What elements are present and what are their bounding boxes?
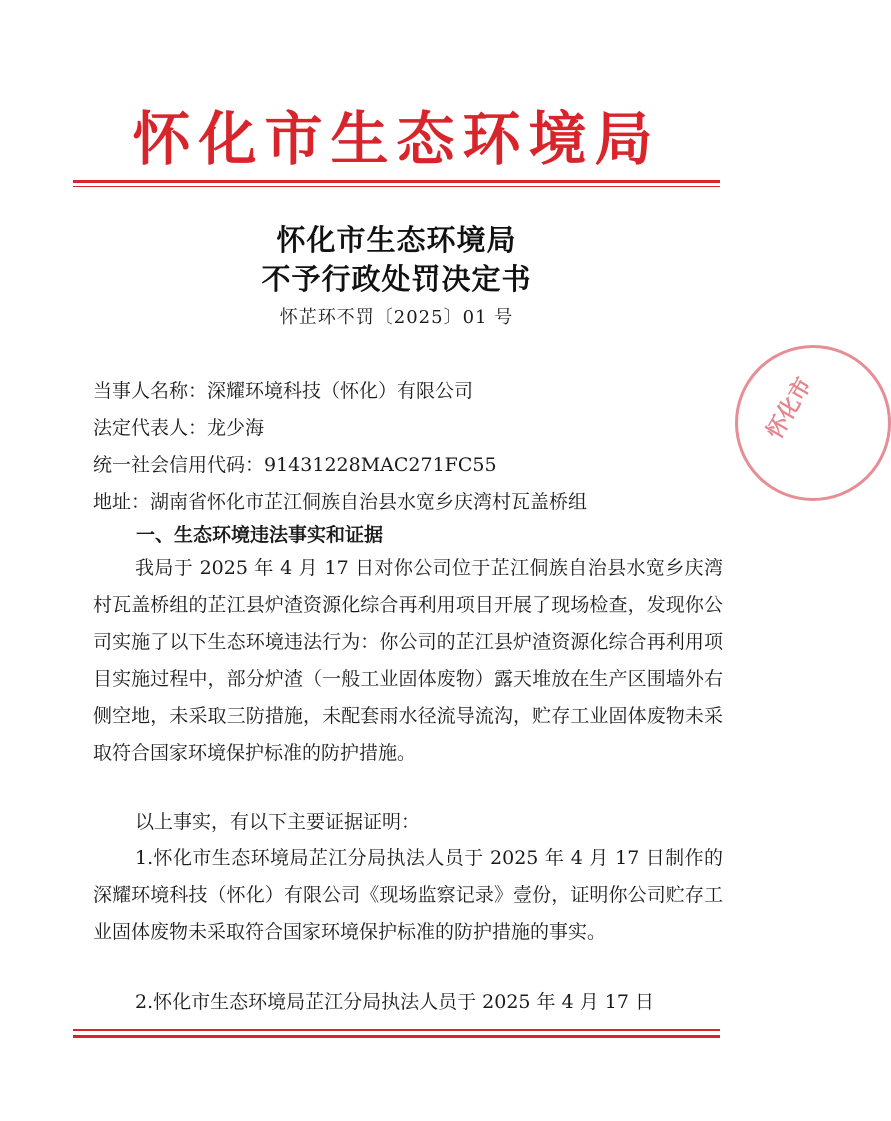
- evidence-item-1: 1.怀化市生态环境局芷江分局执法人员于 2025 年 4 月 17 日制作的深耀环境科技（怀化）有限公司《现场监察记录》壹份，证明你公司贮存工业固体废物未采取符合国家环境保护标准的防护措施的事实。: [93, 847, 723, 943]
- header-rule-thick: [73, 180, 720, 183]
- footer-rule-thin: [73, 1029, 720, 1031]
- evidence-intro-paragraph: 以上事实，有以下主要证据证明：: [135, 811, 421, 833]
- footer-rule-thick: [73, 1035, 720, 1038]
- evidence-item-2: 2.怀化市生态环境局芷江分局执法人员于 2025 年 4 月 17 日: [135, 991, 654, 1013]
- section-heading: 一、生态环境违法事实和证据: [136, 524, 384, 546]
- legal-representative: 法定代表人：龙少海: [93, 417, 265, 439]
- party-address: 地址：湖南省怀化市芷江侗族自治县水宽乡庆湾村瓦盖桥组: [93, 491, 588, 513]
- document-title-line1: 怀化市生态环境局: [276, 223, 517, 257]
- official-seal-stamp: [735, 345, 891, 501]
- masthead-org-name: 怀化市生态环境局: [132, 105, 661, 173]
- seal-text: 怀化市: [761, 373, 818, 444]
- document-number: 怀芷环不罚〔2025〕01 号: [279, 307, 514, 328]
- violation-facts-paragraph: 我局于 2025 年 4 月 17 日对你公司位于芷江侗族自治县水宽乡庆湾村瓦盖桥组的芷江县炉渣资源化综合再利用项目开展了现场检查，发现你公司实施了以下生态环境违法行为：你公司的芷江县炉渣资源化综合再利用项目实施过程中，部分炉渣（一般工业固体废物）露天堆放在生产区围墙外右侧空地，未采取三防措施，未配套雨水径流导流沟，贮存工业固体废物未采取符合国家环境保护标准的防护措施。: [93, 557, 723, 764]
- party-name: 当事人名称：深耀环境科技（怀化）有限公司: [93, 380, 474, 402]
- credit-code: 统一社会信用代码：91431228MAC271FC55: [93, 454, 497, 476]
- header-rule-thin: [73, 186, 720, 187]
- document-title-line2: 不予行政处罚决定书: [261, 262, 532, 296]
